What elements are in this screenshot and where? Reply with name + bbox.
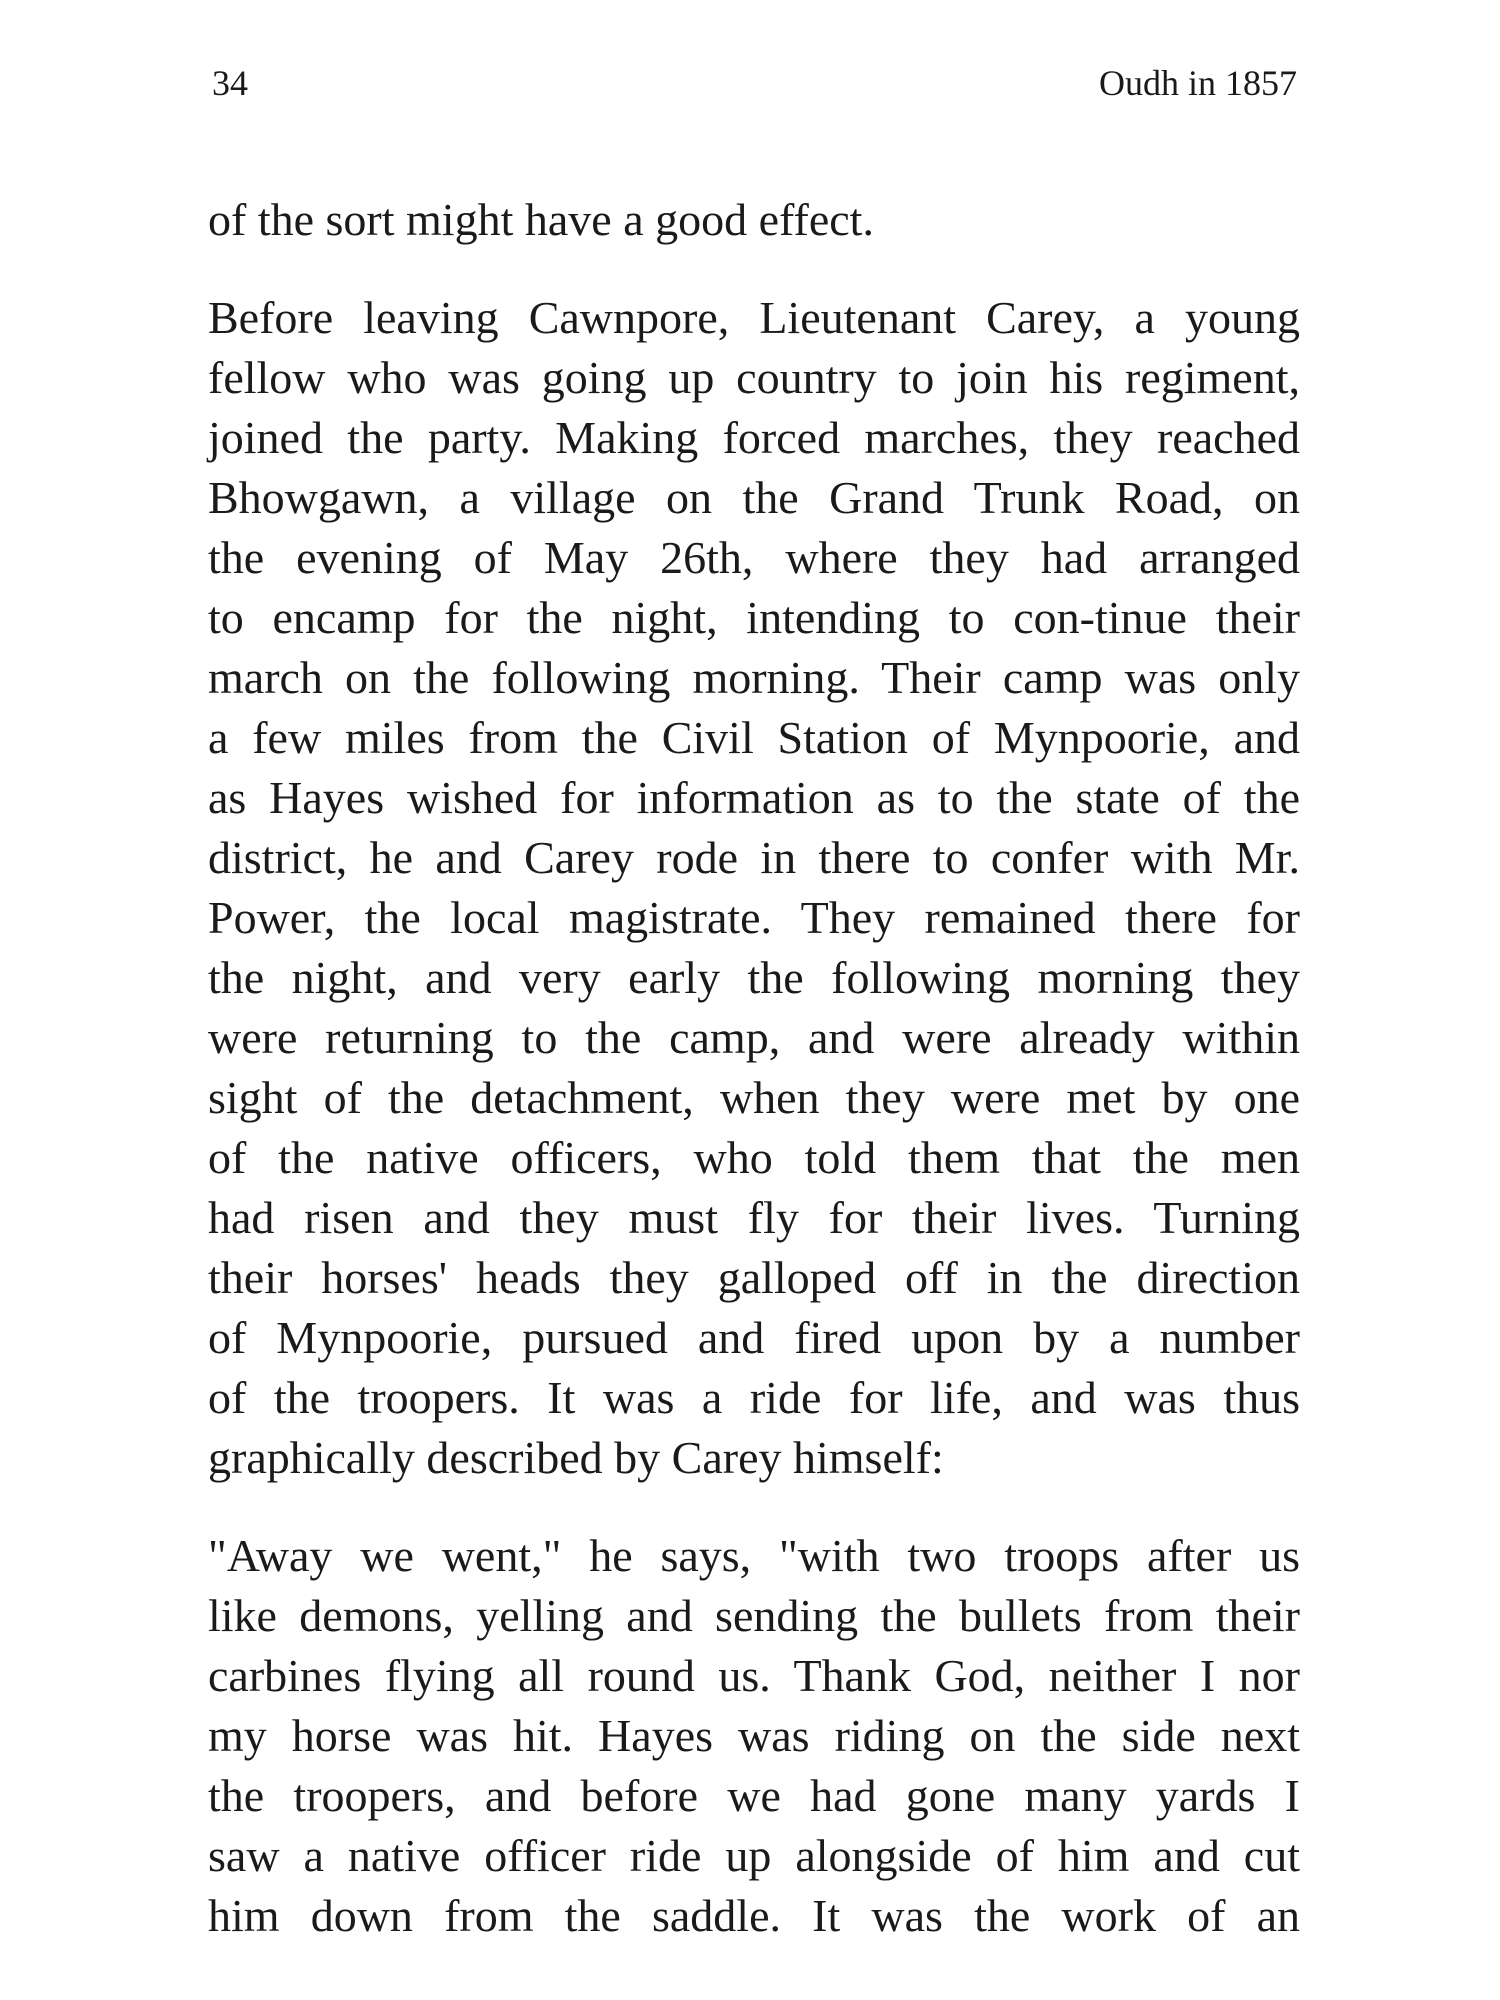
text-line: my horse was hit. Hayes was riding on the side next	[208, 1710, 1300, 1761]
text-line: of the troopers. It was a ride for life, and was thus	[208, 1372, 1300, 1423]
page-number: 34	[212, 63, 248, 103]
text-line: "Away we went," he says, "with two troops after us	[208, 1530, 1300, 1581]
running-head	[212, 58, 1297, 108]
text-line: were returning to the camp, and were already within	[208, 1012, 1300, 1063]
text-line: march on the following morning. Their camp was only	[208, 652, 1300, 703]
paragraph-gap	[208, 1488, 1300, 1526]
text-line: had risen and they must fly for their lives. Turning	[208, 1192, 1300, 1243]
text-line: to encamp for the night, intending to con-tinue their	[208, 592, 1300, 643]
text-line: as Hayes wished for information as to the state of the	[208, 772, 1300, 823]
paragraph-gap	[208, 250, 1300, 288]
text-line: sight of the detachment, when they were met by one	[208, 1072, 1300, 1123]
text-line: Bhowgawn, a village on the Grand Trunk Road, on	[208, 472, 1300, 523]
paragraph-3	[208, 1526, 1300, 1946]
text-line: district, he and Carey rode in there to confer with Mr.	[208, 832, 1300, 883]
paragraph-2	[208, 288, 1300, 1488]
paragraph-1	[208, 190, 1300, 250]
text-line: joined the party. Making forced marches, they reached	[208, 412, 1300, 463]
running-title: Oudh in 1857	[1099, 63, 1297, 103]
text-line: him down from the saddle. It was the work of an	[208, 1890, 1300, 1941]
text-line: of the sort might have a good effect.	[208, 194, 874, 245]
text-line: the troopers, and before we had gone many yards I	[208, 1770, 1300, 1821]
text-line: Before leaving Cawnpore, Lieutenant Carey, a young	[208, 292, 1300, 343]
text-line: the evening of May 26th, where they had arranged	[208, 532, 1300, 583]
text-line: their horses' heads they galloped off in the direction	[208, 1252, 1300, 1303]
text-line: like demons, yelling and sending the bullets from their	[208, 1590, 1300, 1641]
text-line: fellow who was going up country to join his regiment,	[208, 352, 1300, 403]
text-line: a few miles from the Civil Station of Mynpoorie, and	[208, 712, 1300, 763]
text-line: carbines flying all round us. Thank God, neither I nor	[208, 1650, 1300, 1701]
text-line: of the native officers, who told them that the men	[208, 1132, 1300, 1183]
text-line: graphically described by Carey himself:	[208, 1432, 944, 1483]
text-line: of Mynpoorie, pursued and fired upon by a number	[208, 1312, 1300, 1363]
text-line: Power, the local magistrate. They remained there for	[208, 892, 1300, 943]
text-line: saw a native officer ride up alongside of him and cut	[208, 1830, 1300, 1881]
text-line: the night, and very early the following morning they	[208, 952, 1300, 1003]
body-text	[208, 190, 1300, 1946]
